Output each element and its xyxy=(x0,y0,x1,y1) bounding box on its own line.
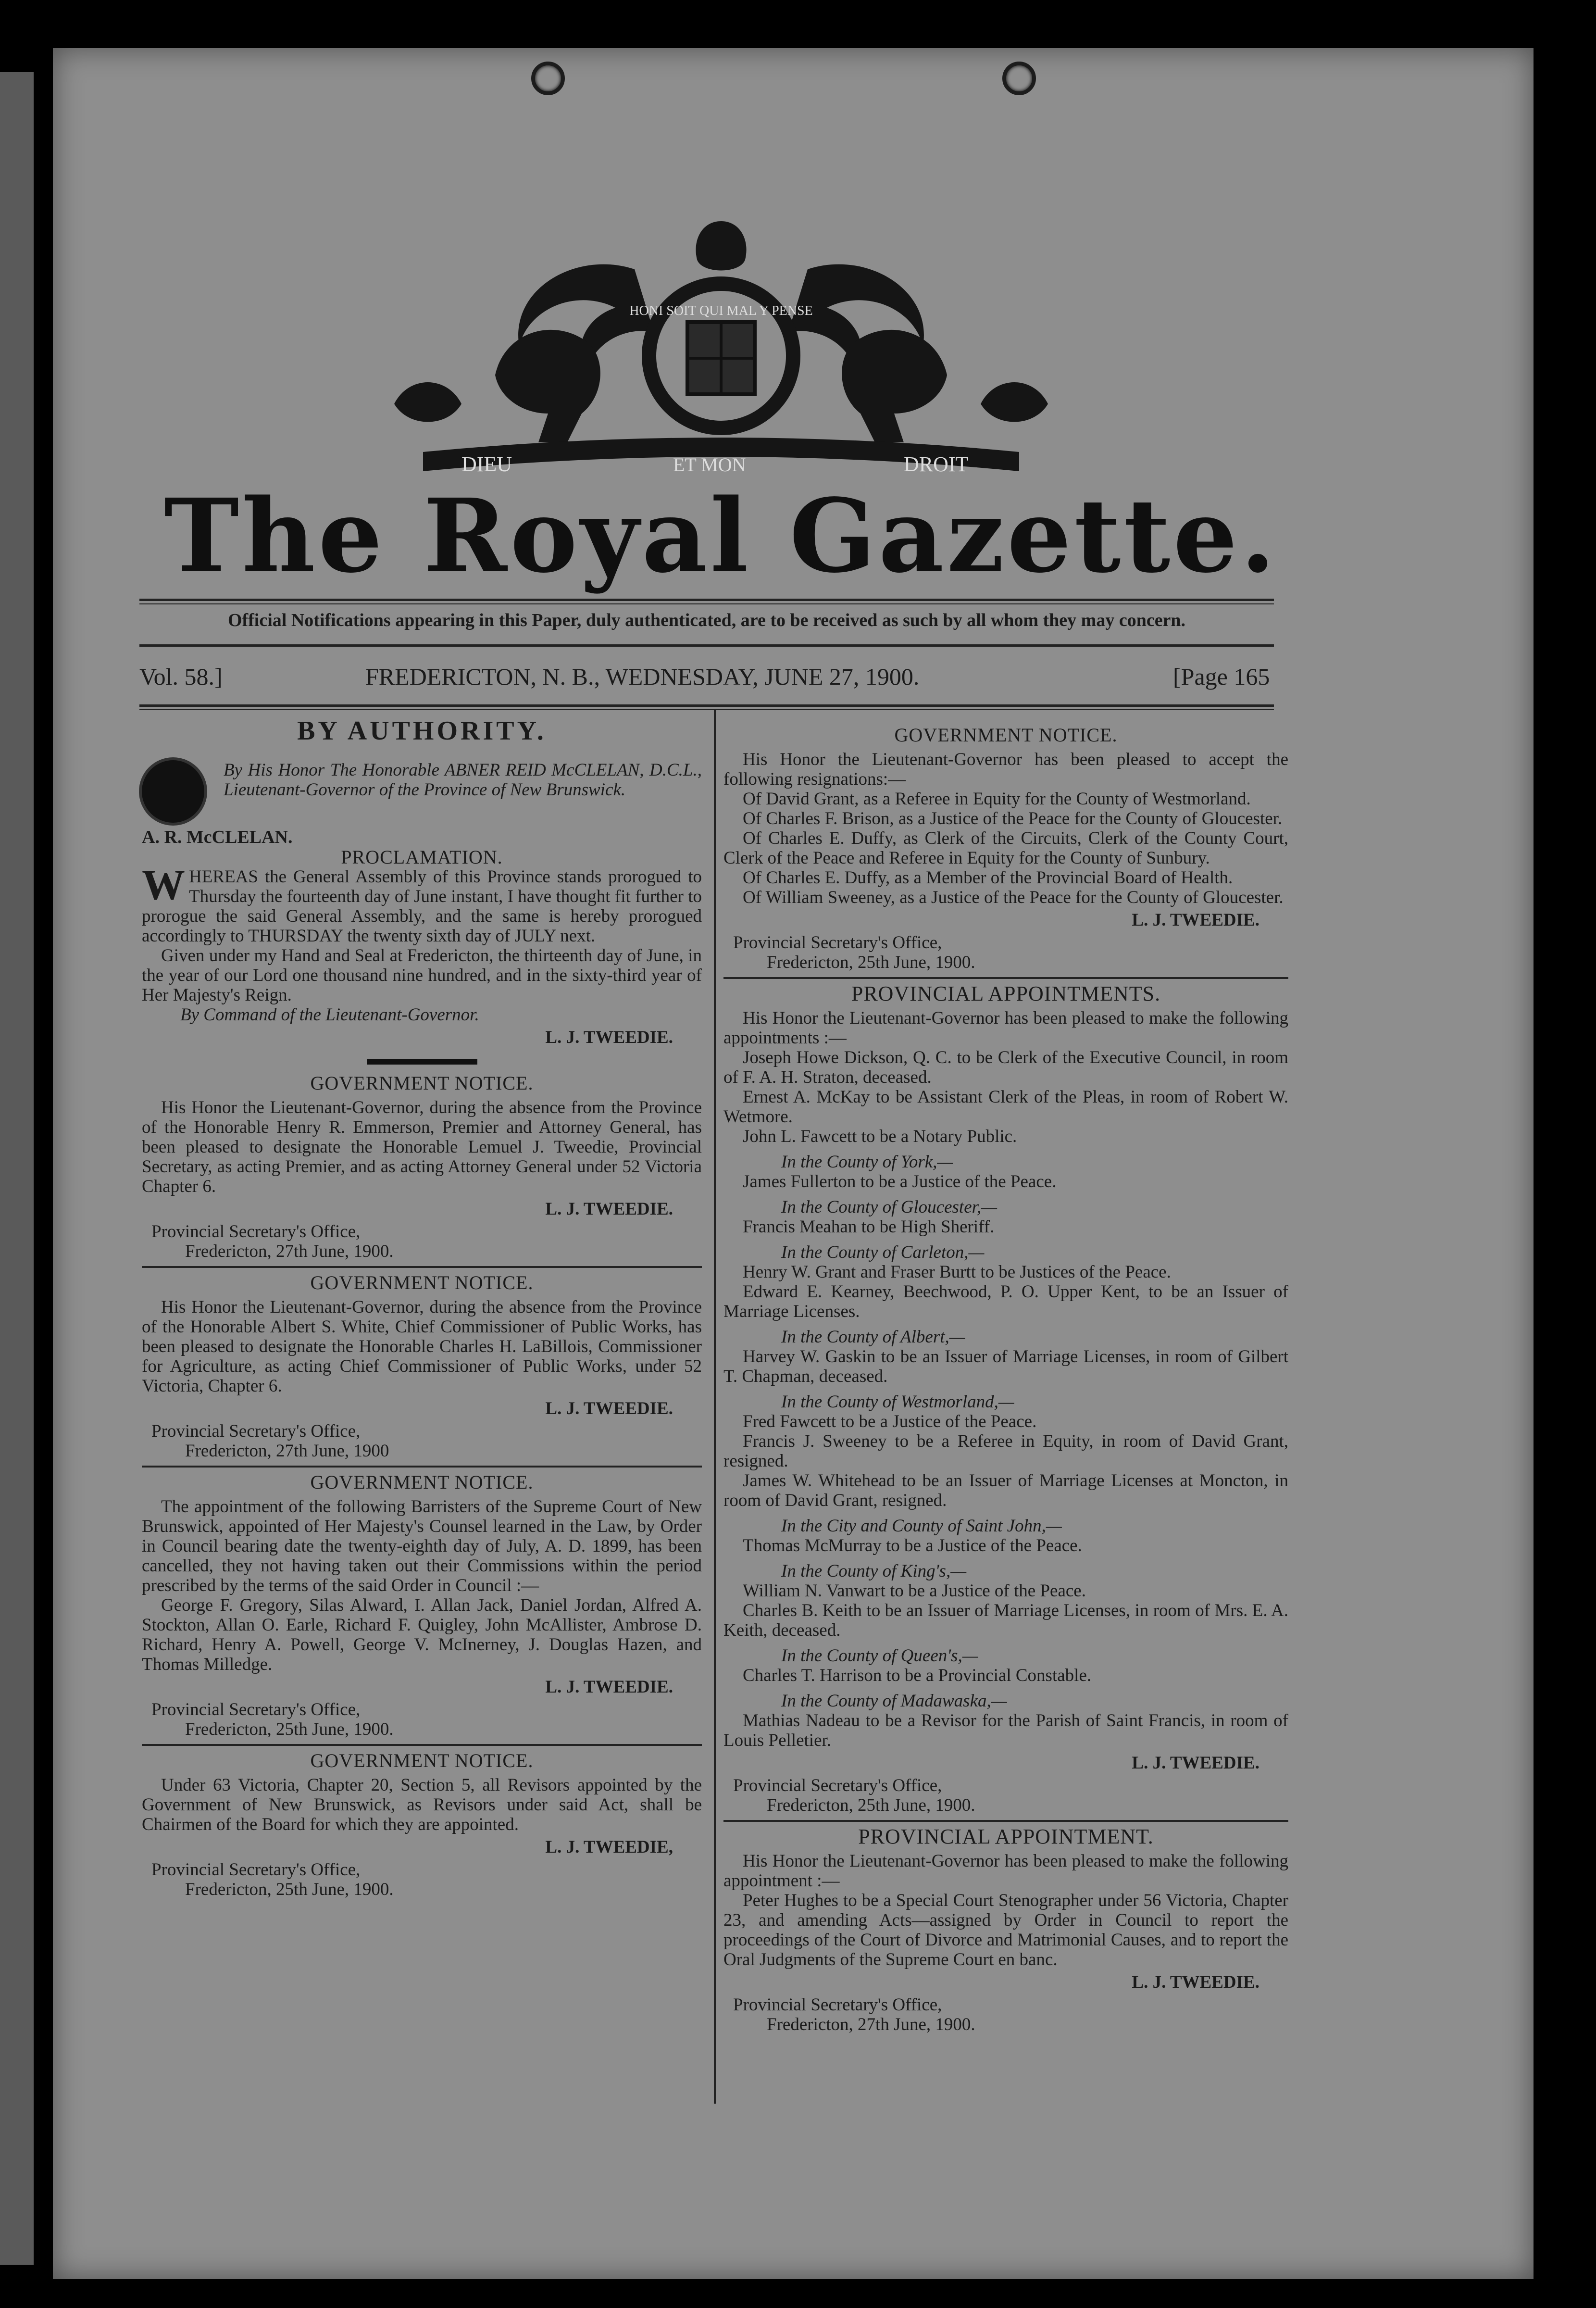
appointment-item: James Fullerton to be a Justice of the Peace. xyxy=(743,1172,1057,1192)
section-rule xyxy=(723,1820,1288,1822)
notice-title: GOVERNMENT NOTICE. xyxy=(310,1072,534,1094)
section-rule xyxy=(723,977,1288,979)
section-rule xyxy=(367,1059,477,1065)
notice-title: GOVERNMENT NOTICE. xyxy=(310,1272,534,1293)
signature: L. J. TWEEDIE, xyxy=(545,1837,673,1857)
county-heading: In the County of Madawaska,— xyxy=(781,1691,1007,1711)
notice-body: His Honor the Lieutenant-Governor, during the absence from the Province of the Honorable Albert S. White, Chief Commissioner of Public Works, has been pleased to designate the Honorable Charles H. LaBillois, Commissioner for Agriculture, as acting Chief Commissioner of Public Works, under 52 Victoria, Chapter 6. xyxy=(142,1297,702,1396)
binder-edge xyxy=(0,72,34,2265)
notice-intro: His Honor the Lieutenant-Governor has been pleased to accept the following resignations:— xyxy=(723,750,1288,789)
office-line: Provincial Secretary's Office, xyxy=(733,933,942,953)
office-date: Fredericton, 27th June, 1900. xyxy=(767,2015,975,2034)
appointment-item: James W. Whitehead to be an Issuer of Marriage Licenses at Moncton, in room of David Grant, resigned. xyxy=(723,1471,1288,1510)
header-rule xyxy=(139,603,1274,604)
svg-text:DIEU: DIEU xyxy=(461,452,512,476)
office-date: Fredericton, 25th June, 1900. xyxy=(185,1719,394,1739)
binder-ring xyxy=(531,62,565,95)
resignation-item: Of Charles E. Duffy, as a Member of the Provincial Board of Health. xyxy=(743,868,1233,888)
office-date: Fredericton, 25th June, 1900. xyxy=(185,1880,394,1899)
appointment-item: Joseph Howe Dickson, Q. C. to be Clerk of the Executive Council, in room of F. A. H. Straton, deceased. xyxy=(723,1048,1288,1087)
signer-name: A. R. McCLELAN. xyxy=(142,827,293,847)
proclamation-given: Given under my Hand and Seal at Fredericton, the thirteenth day of June, in the year of our Lord one thousand nine hundred, and in the sixty-third year of Her Majesty's Reign. xyxy=(142,946,702,1005)
appointment-title: PROVINCIAL APPOINTMENT. xyxy=(858,1825,1154,1848)
header-rule xyxy=(139,644,1274,647)
appointment-item: Harvey W. Gaskin to be an Issuer of Marriage Licenses, in room of Gilbert T. Chapman, deceased. xyxy=(723,1347,1288,1386)
appointment-item: Henry W. Grant and Fraser Burtt to be Justices of the Peace. xyxy=(743,1262,1171,1282)
signature: L. J. TWEEDIE. xyxy=(545,1399,673,1418)
appointment-item: John L. Fawcett to be a Notary Public. xyxy=(743,1127,1017,1146)
office-line: Provincial Secretary's Office, xyxy=(151,1860,361,1880)
county-heading: In the County of York,— xyxy=(781,1152,953,1172)
appointment-intro: His Honor the Lieutenant-Governor has been pleased to make the following appointment :— xyxy=(723,1851,1288,1891)
resignation-item: Of William Sweeney, as a Justice of the Peace for the County of Gloucester. xyxy=(743,888,1284,907)
office-line: Provincial Secretary's Office, xyxy=(151,1421,361,1441)
office-line: Provincial Secretary's Office, xyxy=(151,1700,361,1719)
county-heading: In the County of Queen's,— xyxy=(781,1646,978,1666)
resignation-item: Of Charles E. Duffy, as Clerk of the Circuits, Clerk of the County Court, Clerk of the Peace and Referee in Equity for the County of Sunbury. xyxy=(723,828,1288,868)
svg-text:HONI SOIT QUI MAL Y PENSE: HONI SOIT QUI MAL Y PENSE xyxy=(629,303,813,318)
office-line: Provincial Secretary's Office, xyxy=(733,1995,942,2015)
county-heading: In the County of King's,— xyxy=(781,1561,967,1581)
section-rule xyxy=(142,1744,702,1746)
appointment-item: Charles B. Keith to be an Issuer of Marriage Licenses, in room of Mrs. E. A. Keith, deceased. xyxy=(723,1601,1288,1640)
left-column xyxy=(142,716,702,1899)
seal-icon xyxy=(142,760,204,823)
dateline: FREDERICTON, N. B., WEDNESDAY, JUNE 27, 1900. xyxy=(365,663,920,690)
proclamation-body: WHEREAS the General Assembly of this Province stands prorogued to Thursday the fourteenth day of June instant, I have thought fit further to prorogue the said General Assembly, and the same is hereby prorogued accordingly to THURSDAY the twenty sixth day of JULY next. xyxy=(142,861,702,946)
notice-title: GOVERNMENT NOTICE. xyxy=(310,1750,534,1771)
appointment-item: Francis J. Sweeney to be a Referee in Equity, in room of David Grant, resigned. xyxy=(723,1431,1288,1471)
appointment-item: Mathias Nadeau to be a Revisor for the Parish of Saint Francis, in room of Louis Pelletier. xyxy=(723,1711,1288,1750)
column-divider xyxy=(714,709,716,2104)
county-heading: In the County of Gloucester,— xyxy=(781,1197,998,1217)
proclamation-command: By Command of the Lieutenant-Governor. xyxy=(180,1005,479,1025)
header-rule xyxy=(139,709,1274,710)
office-line: Provincial Secretary's Office, xyxy=(733,1776,942,1795)
signature: L. J. TWEEDIE. xyxy=(545,1028,673,1047)
office-date: Fredericton, 27th June, 1900 xyxy=(185,1441,389,1461)
county-heading: In the County of Westmorland,— xyxy=(781,1392,1014,1412)
royal-coat-of-arms-icon xyxy=(375,212,1067,490)
binder-ring xyxy=(1002,62,1036,95)
svg-text:ET MON: ET MON xyxy=(673,454,746,476)
appointment-item: Fred Fawcett to be a Justice of the Peace. xyxy=(743,1412,1037,1431)
notice-body: The appointment of the following Barristers of the Supreme Court of New Brunswick, appointed of Her Majesty's Counsel learned in the Law, by Order in Council bearing date the twenty-eighth day of July, A. D. 1899, has been cancelled, they not having taken out their Commissions within the period prescribed by the terms of the said Order in Council :— xyxy=(142,1497,702,1595)
header-rule xyxy=(139,704,1274,707)
notice-title: GOVERNMENT NOTICE. xyxy=(894,724,1118,746)
notice-body: His Honor the Lieutenant-Governor, during the absence from the Province of the Honorable Henry R. Emmerson, Premier and Attorney General, has been pleased to designate the Honorable Lemuel J. Tweedie, Provincial Secretary, as acting Premier, and as acting Attorney General under 52 Victoria Chapter 6. xyxy=(142,1098,702,1196)
resignation-item: Of Charles F. Brison, as a Justice of the Peace for the County of Gloucester. xyxy=(743,809,1283,828)
county-heading: In the County of Albert,— xyxy=(781,1327,965,1347)
signature: L. J. TWEEDIE. xyxy=(545,1199,673,1219)
official-notice: Official Notifications appearing in this Paper, duly authenticated, are to be received as such by all whom they may concern. xyxy=(227,610,1186,630)
signature: L. J. TWEEDIE. xyxy=(1132,1972,1259,1992)
appointment-item: Ernest A. McKay to be Assistant Clerk of the Pleas, in room of Robert W. Wetmore. xyxy=(723,1087,1288,1127)
appointment-item: Edward E. Kearney, Beechwood, P. O. Upper Kent, to be an Issuer of Marriage Licenses. xyxy=(723,1282,1288,1321)
office-date: Fredericton, 25th June, 1900. xyxy=(767,1795,975,1815)
office-date: Fredericton, 27th June, 1900. xyxy=(185,1242,394,1261)
right-column xyxy=(723,721,1288,2034)
honor-line: By His Honor The Honorable ABNER REID McCLELAN, D.C.L., Lieutenant-Governor of the Province of New Brunswick. xyxy=(224,760,702,800)
appointment-item: Thomas McMurray to be a Justice of the Peace. xyxy=(743,1536,1082,1555)
county-heading: In the County of Carleton,— xyxy=(781,1242,985,1262)
appointments-intro: His Honor the Lieutenant-Governor has been pleased to make the following appointments :— xyxy=(723,1008,1288,1048)
appointments-title: PROVINCIAL APPOINTMENTS. xyxy=(851,982,1161,1005)
drop-cap: W xyxy=(142,861,185,909)
signature: L. J. TWEEDIE. xyxy=(1132,1753,1259,1773)
resignation-item: Of David Grant, as a Referee in Equity for the County of Westmorland. xyxy=(743,789,1251,809)
office-date: Fredericton, 25th June, 1900. xyxy=(767,953,975,972)
barrister-list: George F. Gregory, Silas Alward, I. Allan Jack, Daniel Jordan, Alfred A. Stockton, Allan O. Earle, Richard F. Quigley, John McAllister, Ambrose D. Richard, Henry A. Powell, George V. McInerney, J. Douglas Hazen, and Thomas Milledge. xyxy=(142,1595,702,1674)
header-rule xyxy=(139,599,1274,601)
proclamation-title: PROCLAMATION. xyxy=(341,846,503,868)
masthead-title: The Royal Gazette. xyxy=(163,477,1279,595)
svg-text:DROIT: DROIT xyxy=(904,452,969,476)
signature: L. J. TWEEDIE. xyxy=(1132,910,1259,930)
office-line: Provincial Secretary's Office, xyxy=(151,1222,361,1242)
notice-body: Under 63 Victoria, Chapter 20, Section 5, all Revisors appointed by the Government of New Brunswick, as Revisors under said Act, shall be Chairmen of the Board for which they are appointed. xyxy=(142,1775,702,1834)
section-rule xyxy=(142,1266,702,1268)
volume-number: Vol. 58.] xyxy=(139,663,223,690)
appointment-item: Francis Meahan to be High Sheriff. xyxy=(743,1217,995,1237)
county-heading: In the City and County of Saint John,— xyxy=(781,1516,1062,1536)
appointment-item: Charles T. Harrison to be a Provincial Constable. xyxy=(743,1666,1092,1685)
appointment-body: Peter Hughes to be a Special Court Stenographer under 56 Victoria, Chapter 23, and amending Acts—assigned by Order in Council to report the proceedings of the Court of Divorce and Matrimonial Causes, and to report the Oral Judgments of the Supreme Court en banc. xyxy=(723,1891,1288,1969)
section-rule xyxy=(142,1466,702,1468)
signature: L. J. TWEEDIE. xyxy=(545,1677,673,1697)
notice-title: GOVERNMENT NOTICE. xyxy=(310,1471,534,1493)
page-number: [Page 165 xyxy=(1173,663,1270,690)
appointment-item: William N. Vanwart to be a Justice of the Peace. xyxy=(743,1581,1086,1601)
by-authority-heading: BY AUTHORITY. xyxy=(297,716,547,746)
